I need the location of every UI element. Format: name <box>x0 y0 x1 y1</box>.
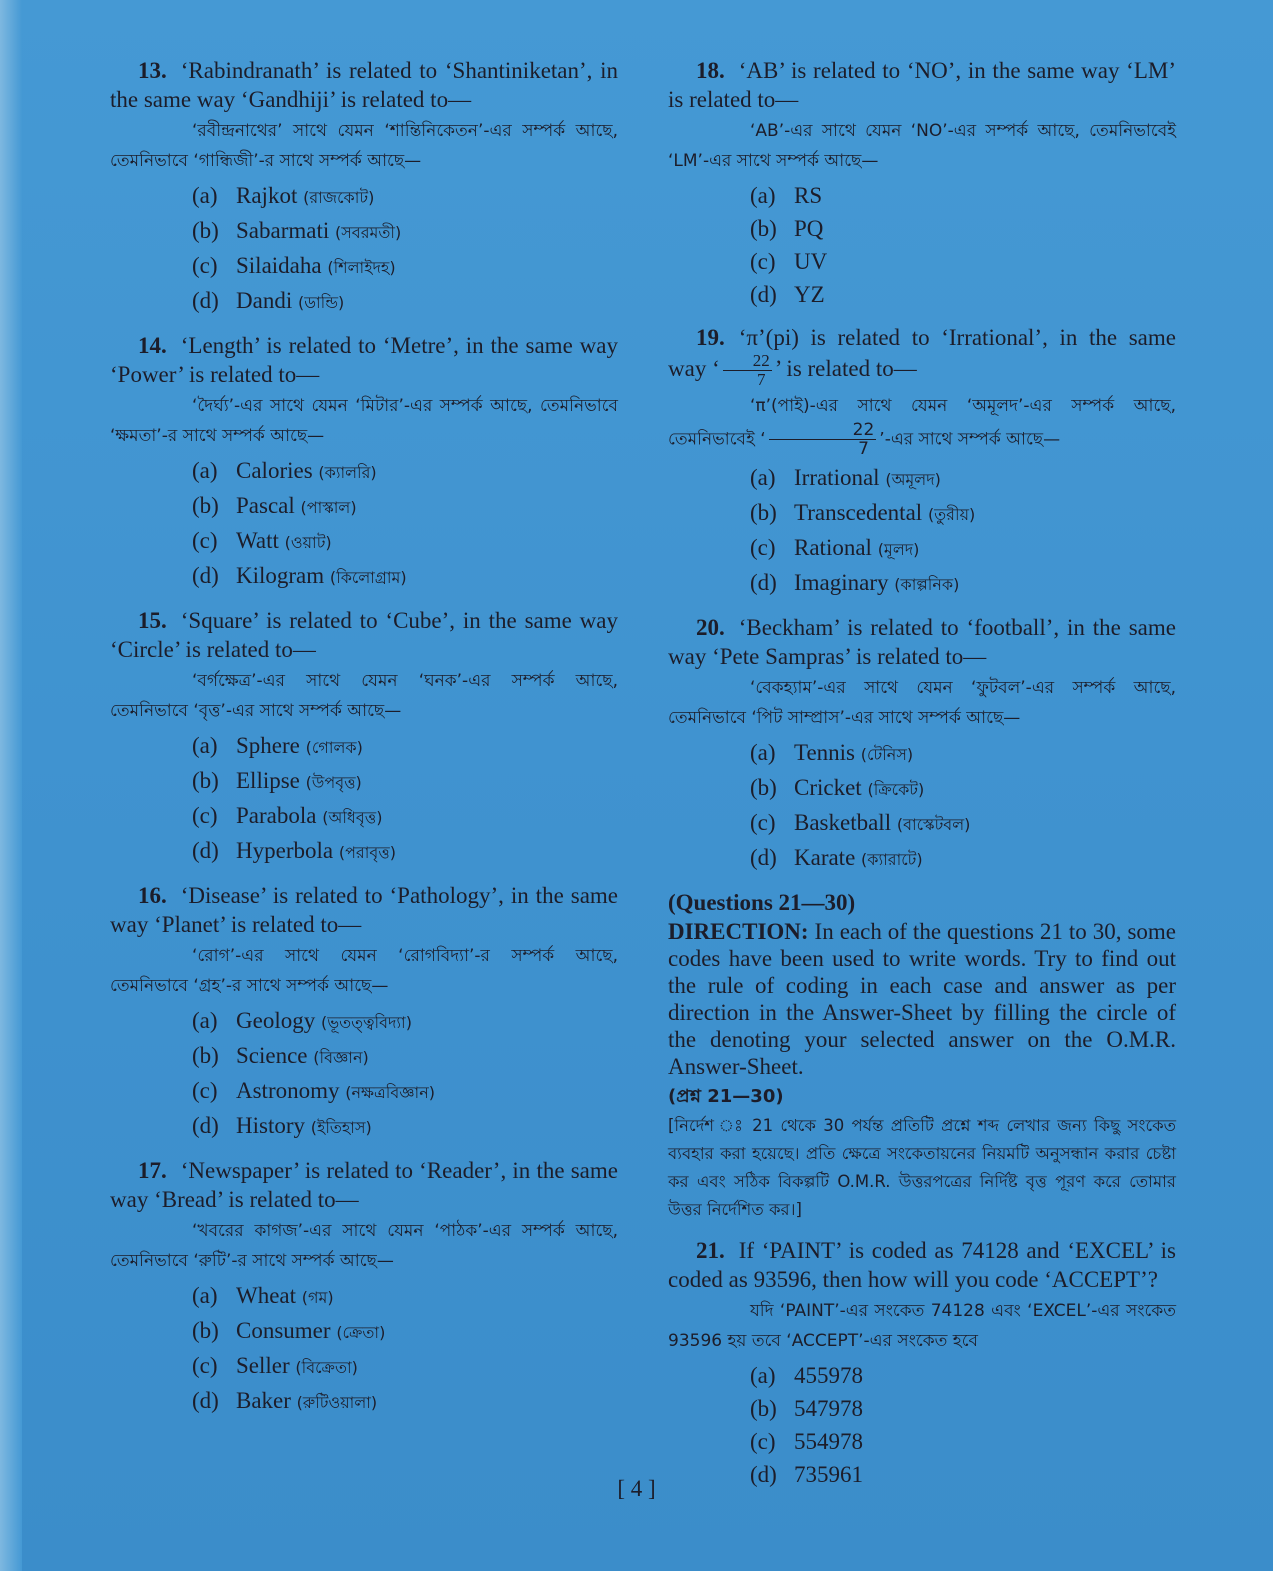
option-label: (a) <box>750 183 776 208</box>
option-label: (c) <box>750 249 776 274</box>
question-14 <box>110 331 618 594</box>
option-text-bn: (টেনিস) <box>860 745 914 764</box>
option-text-bn: (ভূতত্ত্ববিদ্যা) <box>320 1013 412 1032</box>
question-20 <box>668 613 1176 876</box>
option-label: (a) <box>750 465 776 490</box>
option-text-en: Sphere <box>236 733 300 758</box>
question-text-bn-start: ‘π’(পাই)-এর সাথে যেমন ‘অমূলদ’-এর সম্পর্ক আছে, তেমনিভাবেই ‘ <box>668 396 1176 450</box>
option-text-bn: (গম) <box>301 1288 334 1307</box>
section-heading-en: (Questions 21—30) <box>668 890 856 915</box>
question-text-bn: ‘দৈর্ঘ্য’-এর সাথে যেমন ‘মিটার’-এর সম্পর্ক আছে, তেমনিভাবে ‘ক্ষমতা’-র সাথে সম্পর্ক আছে— <box>110 396 618 446</box>
option-label: (a) <box>192 1283 218 1308</box>
question-text-bn: ‘বেকহ্যাম’-এর সাথে যেমন ‘ফুটবল’-এর সম্পর্ক আছে, তেমনিভাবে ‘পিট সাম্প্রাস’-এর সাথে সম্পর্ক আছে— <box>668 678 1176 728</box>
option-text-bn: (সবরমতী) <box>335 223 402 242</box>
question-16 <box>110 881 618 1144</box>
option-text-bn: (বাস্কেটবল) <box>896 815 971 834</box>
option-text-en: Karate <box>794 845 856 870</box>
option-list <box>750 179 1176 311</box>
option-text-bn: (অধিবৃত্ত) <box>322 808 383 827</box>
option-label: (c) <box>192 528 218 553</box>
option-text-en: Dandi <box>236 288 293 313</box>
option-text-en: Irrational <box>794 465 880 490</box>
scan-edge <box>0 0 22 1571</box>
option-text-bn: (রুটিওয়ালা) <box>296 1393 378 1412</box>
option-a <box>192 454 618 489</box>
option-c <box>750 531 1176 566</box>
option-c <box>192 1349 618 1384</box>
option-d <box>192 1384 618 1419</box>
question-text-en: If ‘PAINT’ is coded as 74128 and ‘EXCEL’ is coded as 93596, then how will you code ‘ACCEPT’? <box>668 1238 1176 1292</box>
option-text-en: Baker <box>236 1388 291 1413</box>
option-c <box>192 799 618 834</box>
option-text-en: PQ <box>794 216 824 241</box>
option-label: (b) <box>750 775 777 800</box>
right-column <box>668 56 1176 1503</box>
option-a <box>750 179 1176 212</box>
option-text-en: Rajkot <box>236 183 298 208</box>
option-text-bn: (ওয়াট) <box>284 533 332 552</box>
option-d <box>750 566 1176 601</box>
option-text-bn: (পরাবৃত্ত) <box>338 843 396 862</box>
fraction-numerator: 22 <box>723 352 772 371</box>
question-17 <box>110 1156 618 1419</box>
option-text-en: Ellipse <box>236 768 300 793</box>
option-c <box>750 806 1176 841</box>
question-21 <box>668 1236 1176 1491</box>
question-number: 13. <box>138 58 167 83</box>
option-label: (b) <box>192 493 219 518</box>
question-text-en: ‘Beckham’ is related to ‘football’, in the same way ‘Pete Sampras’ is related to— <box>668 615 1176 669</box>
option-label: (d) <box>192 1388 219 1413</box>
option-text-en: Calories <box>236 458 313 483</box>
option-text-en: Consumer <box>236 1318 331 1343</box>
option-label: (b) <box>192 1318 219 1343</box>
option-text-bn: (ডান্ডি) <box>297 293 345 312</box>
option-list <box>192 179 618 319</box>
option-label: (c) <box>192 1078 218 1103</box>
section-heading-bn: (প্রশ্ন 21—30) <box>668 1086 784 1107</box>
option-text-en: UV <box>794 249 828 274</box>
question-text-en: ‘Disease’ is related to ‘Pathology’, in the same way ‘Planet’ is related to— <box>110 883 618 937</box>
option-c <box>750 1425 1176 1458</box>
option-text-bn: (ক্যালরি) <box>318 463 377 482</box>
option-text-bn: (ইতিহাস) <box>310 1118 372 1137</box>
question-number: 15. <box>138 608 167 633</box>
option-text-en: YZ <box>794 282 825 307</box>
option-text-bn: (অমূলদ) <box>885 470 941 489</box>
left-column <box>110 56 618 1431</box>
option-d <box>750 841 1176 876</box>
option-list <box>750 1359 1176 1491</box>
option-list <box>192 729 618 869</box>
option-text-en: 547978 <box>794 1396 863 1421</box>
option-text-bn: (বিক্রেতা) <box>295 1358 358 1377</box>
option-text-en: Watt <box>236 528 279 553</box>
option-text-bn: (রাজকোট) <box>303 188 375 207</box>
fraction-denominator: 7 <box>756 370 766 389</box>
question-text-en: ‘AB’ is related to ‘NO’, in the same way ‘LM’ is related to— <box>668 58 1176 112</box>
option-c <box>192 524 618 559</box>
option-label: (d) <box>192 563 219 588</box>
option-b <box>750 496 1176 531</box>
option-c <box>192 249 618 284</box>
option-label: (c) <box>192 803 218 828</box>
option-text-en: Science <box>236 1043 308 1068</box>
question-text-bn: ‘AB’-এর সাথে যেমন ‘NO’-এর সম্পর্ক আছে, তেমনিভাবেই ‘LM’-এর সাথে সম্পর্ক আছে— <box>668 121 1176 171</box>
option-a <box>750 1359 1176 1392</box>
option-a <box>192 729 618 764</box>
question-text-en: ‘π’(pi) is related to ‘Irrational’, in the same way ‘ <box>668 325 1176 381</box>
question-18 <box>668 56 1176 311</box>
option-text-en: Wheat <box>236 1283 297 1308</box>
question-text-bn: যদি ‘PAINT’-এর সংকেত 74128 এবং ‘EXCEL’-এর সংকেত 93596 হয় তবে ‘ACCEPT’-এর সংকেত হবে <box>668 1301 1176 1351</box>
option-list <box>192 1279 618 1419</box>
option-b <box>192 214 618 249</box>
option-c <box>750 245 1176 278</box>
fraction <box>769 421 877 458</box>
question-number: 20. <box>696 615 725 640</box>
option-text-en: History <box>236 1113 305 1138</box>
option-text-en: Parabola <box>236 803 317 828</box>
question-text-bn: ‘বর্গক্ষেত্র’-এর সাথে যেমন ‘ঘনক’-এর সম্পর্ক আছে, তেমনিভাবে ‘বৃত্ত’-এর সাথে সম্পর্ক আছে— <box>110 671 618 721</box>
option-label: (b) <box>192 1043 219 1068</box>
option-b <box>192 764 618 799</box>
option-text-en: Hyperbola <box>236 838 334 863</box>
option-label: (d) <box>192 838 219 863</box>
option-text-en: Transcedental <box>794 500 923 525</box>
option-label: (c) <box>192 253 218 278</box>
question-text-en: ‘Rabindranath’ is related to ‘Shantiniketan’, in the same way ‘Gandhiji’ is related to— <box>110 58 618 112</box>
direction-bn: [নির্দেশ ঃ 21 থেকে 30 পর্যন্ত প্রতিটি প্রশ্নে শব্দ লেখার জন্য কিছু সংকেত ব্যবহার করা হয়েছে। প্রতি ক্ষেত্রে সংকেতায়নের নিয়মটি অনুসন্ধান করার চেষ্টা কর এবং সঠিক বিকল্পটি O.M.R. উত্তরপত্রের নির্দিষ্ট বৃত্ত পূরণ করে তোমার উত্তর নির্দেশিত কর।] <box>668 1116 1176 1219</box>
option-label: (d) <box>750 845 777 870</box>
question-number: 14. <box>138 333 167 358</box>
option-d <box>192 834 618 869</box>
option-label: (a) <box>192 1008 218 1033</box>
question-number: 16. <box>138 883 167 908</box>
section-21-30 <box>668 888 1176 1224</box>
question-text-bn-end: ’-এর সাথে সম্পর্ক আছে— <box>879 429 1061 450</box>
question-text-bn: ‘খবরের কাগজ’-এর সাথে যেমন ‘পাঠক’-এর সম্পর্ক আছে, তেমনিভাবে ‘রুটি’-র সাথে সম্পর্ক আছে— <box>110 1221 618 1271</box>
option-text-en: 455978 <box>794 1363 863 1388</box>
option-text-en: 735961 <box>794 1462 863 1487</box>
question-number: 21. <box>696 1238 725 1263</box>
option-label: (b) <box>192 218 219 243</box>
option-text-en: Tennis <box>794 740 855 765</box>
option-b <box>750 771 1176 806</box>
option-text-en: Imaginary <box>794 570 889 595</box>
option-b <box>750 1392 1176 1425</box>
option-a <box>750 736 1176 771</box>
question-number: 17. <box>138 1158 167 1183</box>
question-number: 18. <box>696 58 725 83</box>
option-b <box>192 1314 618 1349</box>
option-text-en: Silaidaha <box>236 253 322 278</box>
option-text-bn: (ক্যারাটে) <box>861 850 923 869</box>
option-text-bn: (শিলাইদহ) <box>327 258 396 277</box>
option-label: (b) <box>750 1396 777 1421</box>
question-text-en-end: ’ is related to— <box>774 355 917 381</box>
option-text-en: Sabarmati <box>236 218 330 243</box>
option-list <box>750 736 1176 876</box>
direction-en <box>668 918 1176 1080</box>
option-text-bn: (উপবৃত্ত) <box>305 773 362 792</box>
direction-text-en: In each of the questions 21 to 30, some codes have been used to write words. Try to find out the rule of coding in each case and answer as per direction in the Answer-Sheet by filling the circle of the denoting your selected answer on the O.M.R. Answer-Sheet. <box>668 919 1176 1079</box>
option-text-en: 554978 <box>794 1429 863 1454</box>
option-text-bn: (মূলদ) <box>877 540 920 559</box>
option-text-bn: (গোলক) <box>305 738 363 757</box>
question-19 <box>668 323 1176 601</box>
option-b <box>750 212 1176 245</box>
option-label: (a) <box>750 1363 776 1388</box>
option-text-bn: (ক্রিকেট) <box>867 780 925 799</box>
option-label: (a) <box>750 740 776 765</box>
question-13 <box>110 56 618 319</box>
option-text-bn: (তুরীয়) <box>927 505 976 524</box>
option-text-en: Basketball <box>794 810 892 835</box>
direction-label: DIRECTION: <box>668 919 809 944</box>
option-text-bn: (পাস্কাল) <box>300 498 357 517</box>
option-label: (c) <box>750 810 776 835</box>
option-label: (d) <box>750 570 777 595</box>
option-a <box>750 461 1176 496</box>
option-label: (c) <box>192 1353 218 1378</box>
option-label: (d) <box>192 288 219 313</box>
question-15 <box>110 606 618 869</box>
option-a <box>192 1279 618 1314</box>
option-b <box>192 489 618 524</box>
option-c <box>192 1074 618 1109</box>
option-label: (a) <box>192 733 218 758</box>
question-text-bn: ‘রবীন্দ্রনাথের’ সাথে যেমন ‘শান্তিনিকেতন’-এর সম্পর্ক আছে, তেমনিভাবে ‘গান্ধিজী’-র সাথে সম্পর্ক আছে— <box>110 121 618 171</box>
question-number: 19. <box>696 325 725 350</box>
option-list <box>192 454 618 594</box>
option-a <box>192 179 618 214</box>
option-text-en: RS <box>794 183 823 208</box>
option-text-bn: (কাল্পনিক) <box>894 575 960 594</box>
option-label: (b) <box>750 500 777 525</box>
option-text-bn: (বিজ্ঞান) <box>313 1048 369 1067</box>
question-text-bn <box>668 391 1176 458</box>
question-text-en: ‘Newspaper’ is related to ‘Reader’, in the same way ‘Bread’ is related to— <box>110 1158 618 1212</box>
option-label: (b) <box>192 768 219 793</box>
option-b <box>192 1039 618 1074</box>
question-text-bn: ‘রোগ’-এর সাথে যেমন ‘রোগবিদ্যা’-র সম্পর্ক আছে, তেমনিভাবে ‘গ্রহ’-র সাথে সম্পর্ক আছে— <box>110 946 618 996</box>
option-label: (a) <box>192 183 218 208</box>
option-text-en: Astronomy <box>236 1078 340 1103</box>
option-text-bn: (নক্ষত্রবিজ্ঞান) <box>345 1083 435 1102</box>
option-a <box>192 1004 618 1039</box>
option-d <box>192 1109 618 1144</box>
option-label: (a) <box>192 458 218 483</box>
option-text-en: Pascal <box>236 493 295 518</box>
fraction-denominator: 7 <box>858 439 869 459</box>
option-d <box>192 559 618 594</box>
option-text-bn: (কিলোগ্রাম) <box>329 568 407 587</box>
fraction-numerator: 22 <box>769 421 877 440</box>
option-d <box>750 278 1176 311</box>
option-text-en: Geology <box>236 1008 316 1033</box>
option-label: (b) <box>750 216 777 241</box>
option-list <box>192 1004 618 1144</box>
fraction <box>723 352 772 389</box>
option-text-en: Seller <box>236 1353 290 1378</box>
option-text-en: Cricket <box>794 775 862 800</box>
option-label: (d) <box>750 1462 777 1487</box>
option-text-en: Kilogram <box>236 563 325 588</box>
option-text-en: Rational <box>794 535 872 560</box>
option-label: (d) <box>750 282 777 307</box>
question-text-en: ‘Length’ is related to ‘Metre’, in the same way ‘Power’ is related to— <box>110 333 618 387</box>
question-text-en: ‘Square’ is related to ‘Cube’, in the same way ‘Circle’ is related to— <box>110 608 618 662</box>
option-label: (c) <box>750 535 776 560</box>
option-list <box>750 461 1176 601</box>
option-label: (c) <box>750 1429 776 1454</box>
page-number: [ 4 ] <box>617 1476 656 1501</box>
option-label: (d) <box>192 1113 219 1138</box>
option-text-bn: (ক্রেতা) <box>336 1323 386 1342</box>
option-d <box>192 284 618 319</box>
